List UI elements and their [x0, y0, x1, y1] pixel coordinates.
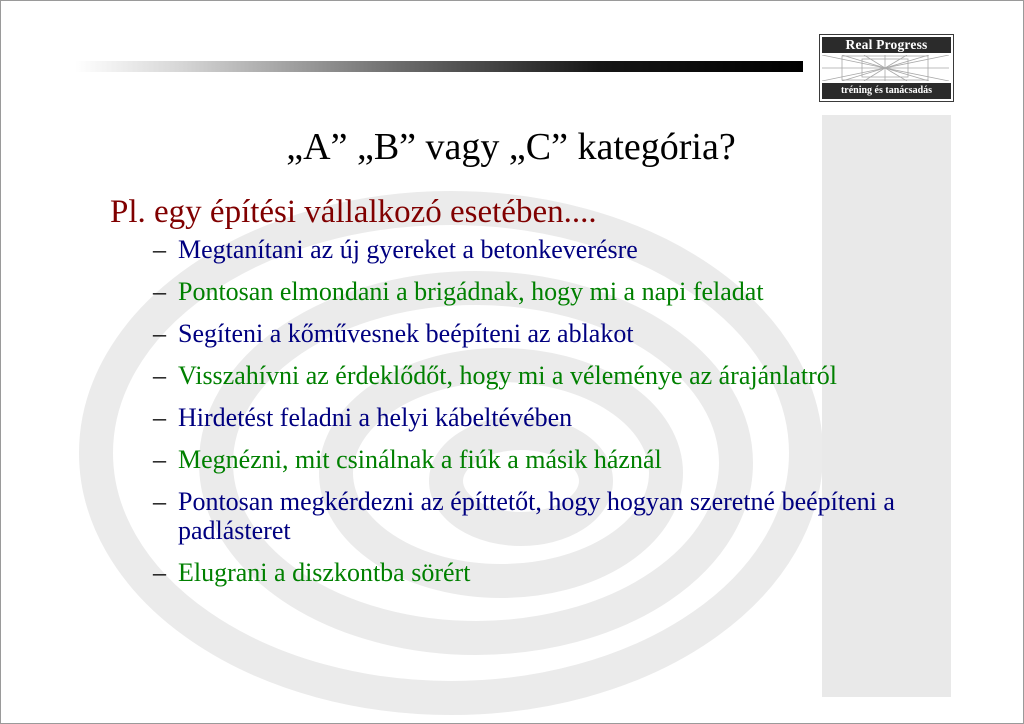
list-item [153, 445, 913, 474]
company-logo [819, 34, 954, 102]
bullet-dash: – [153, 361, 166, 390]
list-item-text: Hirdetést feladni a helyi kábeltévében [178, 403, 573, 432]
header-gradient-bar [75, 61, 803, 72]
list-item [153, 487, 913, 545]
bullet-dash: – [153, 403, 166, 432]
list-item [153, 235, 913, 264]
list-item-text: Pontosan elmondani a brigádnak, hogy mi a napi feladat [178, 277, 764, 306]
bullet-dash: – [153, 319, 166, 348]
list-item [153, 558, 913, 587]
list-item [153, 319, 913, 348]
list-item-text: Pontosan megkérdezni az építtetőt, hogy hogyan szeretné beépíteni a padlásteret [178, 487, 895, 545]
list-item-text: Megnézni, mit csinálnak a fiúk a másik háznál [178, 445, 662, 474]
list-item [153, 403, 913, 432]
list-item-text: Visszahívni az érdeklődőt, hogy mi a véleménye az árajánlatról [178, 361, 838, 390]
logo-top-text: Real Progress [822, 37, 951, 53]
list-item-text: Elugrani a diszkontba sörért [178, 558, 471, 587]
logo-bottom-text: tréning és tanácsadás [822, 83, 951, 99]
bullet-dash: – [153, 487, 166, 516]
list-item [153, 277, 913, 306]
bullet-dash: – [153, 558, 166, 587]
logo-pattern [822, 55, 951, 81]
bullet-dash: – [153, 445, 166, 474]
list-item-text: Megtanítani az új gyereket a betonkeverésre [178, 235, 638, 264]
list-item [153, 361, 858, 390]
bullet-dash: – [153, 277, 166, 306]
bullet-list [153, 235, 913, 600]
list-item-text: Segíteni a kőművesnek beépíteni az ablakot [178, 319, 634, 348]
slide-subtitle: Pl. egy építési vállalkozó esetében.... [110, 194, 597, 230]
slide-title: „A” „B” vagy „C” kategória? [286, 126, 736, 168]
bullet-dash: – [153, 235, 166, 264]
